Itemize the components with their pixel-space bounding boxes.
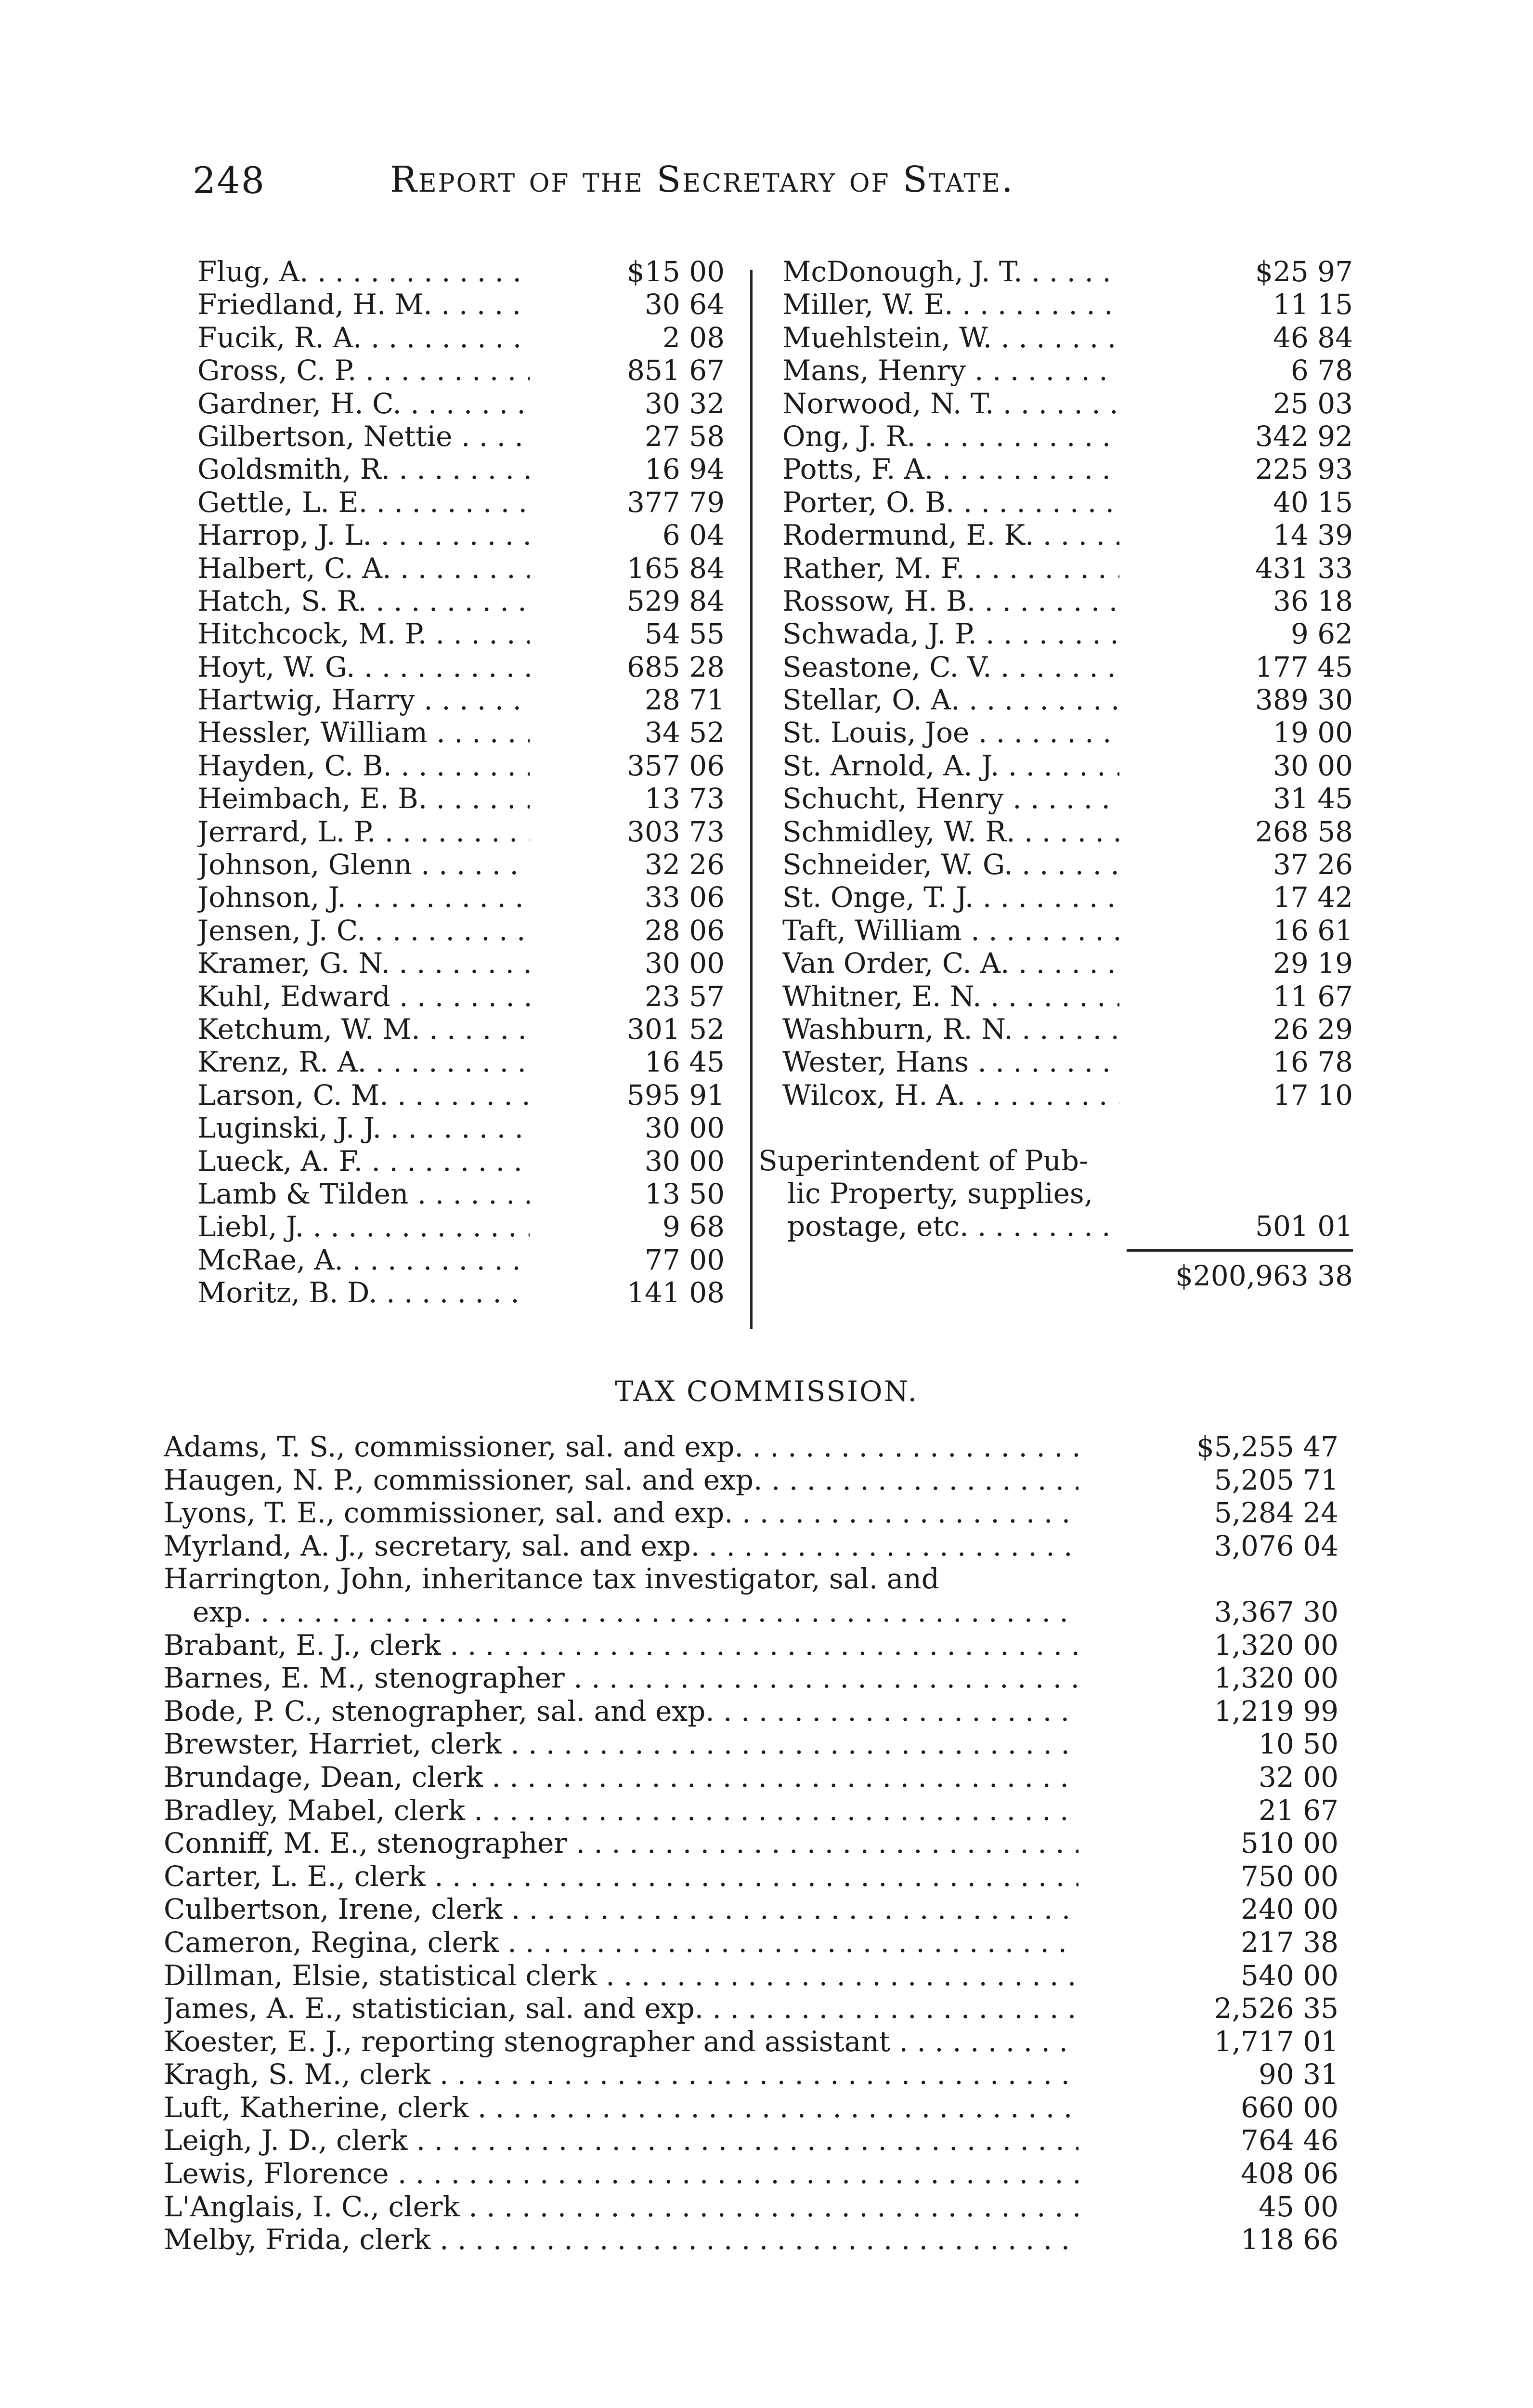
- list-item: [758, 881, 1353, 914]
- entry-amount: 225 93: [1250, 453, 1353, 485]
- entry-name: Culbertson, Irene, clerk . . .: [164, 1893, 1078, 1925]
- list-item: [164, 1562, 1338, 1596]
- entry-name: Norwood, N. T. . . .: [782, 387, 1119, 420]
- list-item: [197, 782, 741, 815]
- entry-name: Gettle, L. E. . . .: [197, 486, 530, 519]
- list-item: [758, 782, 1353, 815]
- entry-name: Hartwig, Harry . . .: [197, 683, 530, 716]
- list-item: [758, 980, 1353, 1013]
- entry-name: Ketchum, W. M. . . .: [197, 1013, 530, 1046]
- entry-amount: 408 06: [1236, 2157, 1338, 2190]
- entry-name: Wester, Hans . . .: [782, 1046, 1119, 1078]
- entry-name: Wilcox, H. A. . . .: [782, 1079, 1119, 1112]
- list-item: [758, 749, 1353, 782]
- entry-name: Lamb & Tilden . . .: [197, 1178, 530, 1210]
- entry-name: Luginski, J. J. . . .: [197, 1112, 530, 1144]
- entry-amount: 9 68: [658, 1210, 725, 1243]
- entry-name: Larson, C. M. . . .: [197, 1079, 530, 1112]
- page-number: 248: [193, 159, 266, 202]
- entry-name: Barnes, E. M., stenographer . . .: [164, 1662, 1078, 1694]
- entry-name: Bradley, Mabel, clerk . . .: [164, 1794, 1078, 1827]
- entry-amount: 17 42: [1268, 881, 1353, 914]
- list-item: [197, 848, 741, 881]
- entry-amount: 16 78: [1268, 1046, 1353, 1078]
- entry-name: Miller, W. E. . . .: [782, 288, 1119, 321]
- list-item: [758, 947, 1353, 980]
- entry-name: Taft, William . . .: [782, 914, 1119, 947]
- list-item: [164, 1464, 1338, 1497]
- list-item: [758, 288, 1353, 321]
- entry-name: McDonough, J. T. . . .: [782, 255, 1119, 288]
- entry-amount: 77 00: [640, 1243, 725, 1276]
- list-item: [197, 420, 741, 453]
- entry-amount: 6 04: [658, 519, 725, 551]
- list-item: [758, 651, 1353, 683]
- superintendent-amount: 501 01: [1250, 1210, 1353, 1243]
- entry-amount: 17 10: [1268, 1079, 1353, 1112]
- list-item: [197, 914, 741, 947]
- entry-amount: 177 45: [1250, 651, 1353, 683]
- entry-amount: 30 00: [640, 1112, 725, 1144]
- list-item: [164, 1992, 1338, 2025]
- entry-amount: 16 94: [640, 453, 725, 485]
- list-item: [758, 321, 1353, 354]
- list-item: [197, 881, 741, 914]
- entry-amount: 5,205 71: [1209, 1464, 1338, 1496]
- list-item: [164, 1727, 1338, 1761]
- list-item: [197, 585, 741, 617]
- list-item: [164, 1496, 1338, 1530]
- entry-name: Kuhl, Edward . . .: [197, 980, 530, 1013]
- list-item: [758, 716, 1353, 749]
- entry-name: St. Louis, Joe . . .: [782, 716, 1119, 749]
- list-item: [197, 1210, 741, 1243]
- entry-amount: 685 28: [622, 651, 725, 683]
- list-item: [758, 914, 1353, 947]
- entry-name: James, A. E., statistician, sal. and exp. . . .: [164, 1992, 1078, 2025]
- list-item: [197, 1243, 741, 1276]
- entry-amount: 303 73: [622, 815, 725, 848]
- list-item: [197, 1276, 741, 1309]
- entry-amount: 30 00: [640, 947, 725, 980]
- entry-name: Luft, Katherine, clerk . . .: [164, 2091, 1078, 2124]
- list-item: [164, 1430, 1338, 1464]
- two-column-listing: [197, 255, 1353, 1334]
- entry-amount: 240 00: [1236, 1893, 1338, 1925]
- list-item: [197, 1145, 741, 1178]
- list-item: [197, 255, 741, 288]
- list-item: [197, 321, 741, 354]
- right-column-rows: [758, 255, 1353, 1112]
- list-item: [197, 815, 741, 848]
- entry-amount: 90 31: [1254, 2058, 1338, 2091]
- entry-name: Hessler, William . . .: [197, 716, 530, 749]
- entry-name: Hitchcock, M. P. . . .: [197, 617, 530, 650]
- entry-amount: 46 84: [1268, 321, 1353, 354]
- entry-amount: 431 33: [1250, 552, 1353, 585]
- column-divider: [750, 270, 753, 1329]
- entry-amount: 36 18: [1268, 585, 1353, 617]
- entry-name: Schmidley, W. R. . . .: [782, 815, 1119, 848]
- entry-name: Van Order, C. A. . . .: [782, 947, 1119, 980]
- entry-amount: 2,526 35: [1209, 1992, 1338, 2025]
- entry-name: Schneider, W. G. . . .: [782, 848, 1119, 881]
- entry-name: St. Arnold, A. J. . . .: [782, 749, 1119, 782]
- entry-amount: 118 66: [1236, 2223, 1338, 2256]
- entry-name: Brewster, Harriet, clerk . . .: [164, 1727, 1078, 1760]
- entry-amount: 342 92: [1250, 420, 1353, 453]
- entry-amount: 11 67: [1268, 980, 1353, 1013]
- list-item: [197, 354, 741, 387]
- entry-name: Friedland, H. M. . . .: [197, 288, 530, 321]
- entry-name: Krenz, R. A. . . .: [197, 1046, 530, 1078]
- list-item: [758, 255, 1353, 288]
- entry-amount: 268 58: [1250, 815, 1353, 848]
- entry-name: Carter, L. E., clerk . . .: [164, 1860, 1078, 1893]
- entry-amount: 34 52: [640, 716, 725, 749]
- entry-amount: 389 30: [1250, 683, 1353, 716]
- entry-amount: 3,076 04: [1209, 1530, 1338, 1562]
- entry-amount: 13 73: [640, 782, 725, 815]
- entry-name: Bode, P. C., stenographer, sal. and exp. . . .: [164, 1695, 1078, 1727]
- list-item: [197, 947, 741, 980]
- entry-amount: 764 46: [1236, 2124, 1338, 2157]
- list-item: [197, 749, 741, 782]
- list-item: [164, 1629, 1338, 1662]
- entry-amount: $5,255 47: [1192, 1430, 1338, 1463]
- entry-name: Flug, A. . . .: [197, 255, 530, 288]
- entry-name: Jensen, J. C. . . .: [197, 914, 530, 947]
- entry-amount: 29 19: [1268, 947, 1353, 980]
- entry-name: Gross, C. P. . . .: [197, 354, 530, 387]
- list-item: [197, 716, 741, 749]
- entry-amount: 6 78: [1286, 354, 1353, 387]
- entry-amount: 14 39: [1268, 519, 1353, 551]
- entry-amount: 37 26: [1268, 848, 1353, 881]
- entry-amount: 13 50: [640, 1178, 725, 1210]
- list-item: [164, 1695, 1338, 1728]
- right-column: [758, 255, 1353, 1295]
- list-item: [164, 2223, 1338, 2256]
- entry-name: Brundage, Dean, clerk . . .: [164, 1761, 1078, 1793]
- entry-amount: 32 00: [1254, 1761, 1338, 1793]
- entry-amount: 750 00: [1236, 1860, 1338, 1893]
- list-item: [164, 2124, 1338, 2157]
- entry-amount: 33 06: [640, 881, 725, 914]
- entry-name: Rodermund, E. K. . . .: [782, 519, 1119, 551]
- list-item: [758, 848, 1353, 881]
- entry-amount: 16 45: [640, 1046, 725, 1078]
- entry-name: Koester, E. J., reporting stenographer and assistant . . .: [164, 2025, 1078, 2058]
- entry-amount: 28 06: [640, 914, 725, 947]
- entry-name: Ong, J. R. . . .: [782, 420, 1119, 453]
- entry-amount: 40 15: [1268, 486, 1353, 519]
- list-item: [758, 552, 1353, 585]
- list-item: [164, 1959, 1338, 1992]
- list-item: [197, 288, 741, 321]
- entry-amount: 10 50: [1254, 1727, 1338, 1760]
- entry-amount: 540 00: [1236, 1959, 1338, 1992]
- list-item: [197, 651, 741, 683]
- entry-name: Potts, F. A. . . .: [782, 453, 1119, 485]
- list-item: [758, 519, 1353, 551]
- list-item: [758, 354, 1353, 387]
- running-title: Report of the Secretary of State.: [390, 159, 1014, 200]
- entry-name: St. Onge, T. J. . . .: [782, 881, 1119, 914]
- page-header: [193, 159, 1348, 212]
- entry-name: Rather, M. F. . . .: [782, 552, 1119, 585]
- list-item: [164, 1893, 1338, 1926]
- entry-amount: 851 67: [622, 354, 725, 387]
- entry-amount: 660 00: [1236, 2091, 1338, 2124]
- entry-name: Jerrard, L. P. . . .: [197, 815, 530, 848]
- entry-amount: 2 08: [658, 321, 725, 354]
- list-item: [164, 1596, 1338, 1629]
- entry-name: Myrland, A. J., secretary, sal. and exp. . . .: [164, 1530, 1078, 1562]
- list-item: [758, 1046, 1353, 1078]
- entry-amount: 5,284 24: [1209, 1496, 1338, 1529]
- superintendent-entry: [758, 1144, 1353, 1243]
- entry-amount: 3,367 30: [1209, 1596, 1338, 1628]
- list-item: [758, 585, 1353, 617]
- superintendent-line-3: [758, 1210, 1353, 1243]
- entry-amount: 25 03: [1268, 387, 1353, 420]
- superintendent-line-3-text: postage, etc. . . .: [787, 1210, 1115, 1243]
- entry-name: L'Anglais, I. C., clerk . . .: [164, 2190, 1078, 2223]
- entry-name: Stellar, O. A. . . .: [782, 683, 1119, 716]
- entry-name: Lueck, A. F. . . .: [197, 1145, 530, 1178]
- entry-amount: 217 38: [1236, 1926, 1338, 1959]
- entry-amount: 510 00: [1236, 1827, 1338, 1859]
- list-item: [197, 1178, 741, 1210]
- entry-name: Hayden, C. B. . . .: [197, 749, 530, 782]
- entry-amount: 45 00: [1254, 2190, 1338, 2223]
- entry-name: Lewis, Florence . . .: [164, 2157, 1078, 2190]
- entry-name: Lyons, T. E., commissioner, sal. and exp. . . .: [164, 1496, 1078, 1529]
- entry-name: Schucht, Henry . . .: [782, 782, 1119, 815]
- entry-amount: 1,717 01: [1209, 2025, 1338, 2058]
- entry-name: Fucik, R. A. . . .: [197, 321, 530, 354]
- list-item: [164, 1827, 1338, 1860]
- list-item: [758, 815, 1353, 848]
- entry-name: Johnson, Glenn . . .: [197, 848, 530, 881]
- entry-name: Goldsmith, R. . . .: [197, 453, 530, 485]
- list-item: [164, 1761, 1338, 1794]
- list-item: [197, 486, 741, 519]
- entry-amount: 30 00: [640, 1145, 725, 1178]
- list-item: [758, 1079, 1353, 1112]
- list-item: [758, 387, 1353, 420]
- entry-amount: 1,320 00: [1209, 1662, 1338, 1694]
- list-item: [164, 2091, 1338, 2124]
- entry-name: Rossow, H. B. . . .: [782, 585, 1119, 617]
- entry-amount: 54 55: [640, 617, 725, 650]
- entry-amount: 9 62: [1286, 617, 1353, 650]
- entry-amount: 529 84: [622, 585, 725, 617]
- entry-amount: 30 00: [1268, 749, 1353, 782]
- list-item: [197, 453, 741, 485]
- list-item: [164, 1794, 1338, 1827]
- entry-name: Heimbach, E. B. . . .: [197, 782, 530, 815]
- entry-name: Cameron, Regina, clerk . . .: [164, 1926, 1078, 1959]
- entry-name: exp. . . .: [164, 1596, 1078, 1628]
- entry-name: Harrington, John, inheritance tax investigator, sal. and: [164, 1562, 939, 1596]
- entry-amount: 27 58: [640, 420, 725, 453]
- entry-name: Liebl, J. . . .: [197, 1210, 530, 1243]
- list-item: [197, 1079, 741, 1112]
- entry-name: Hoyt, W. G. . . .: [197, 651, 530, 683]
- list-item: [197, 617, 741, 650]
- list-item: [197, 1046, 741, 1078]
- entry-amount: 377 79: [622, 486, 725, 519]
- entry-amount: 31 45: [1268, 782, 1353, 815]
- entry-name: Kramer, G. N. . . .: [197, 947, 530, 980]
- list-item: [758, 453, 1353, 485]
- entry-amount: $15 00: [622, 255, 725, 288]
- entry-name: Haugen, N. P., commissioner, sal. and exp. . . .: [164, 1464, 1078, 1496]
- entry-name: Halbert, C. A. . . .: [197, 552, 530, 585]
- entry-name: Melby, Frida, clerk . . .: [164, 2223, 1078, 2256]
- entry-amount: 1,320 00: [1209, 1629, 1338, 1662]
- list-item: [197, 683, 741, 716]
- entry-name: Seastone, C. V. . . .: [782, 651, 1119, 683]
- list-item: [197, 519, 741, 551]
- entry-name: Leigh, J. D., clerk . . .: [164, 2124, 1078, 2157]
- entry-name: Johnson, J. . . .: [197, 881, 530, 914]
- entry-amount: 32 26: [640, 848, 725, 881]
- entry-name: Kragh, S. M., clerk . . .: [164, 2058, 1078, 2091]
- entry-name: Gilbertson, Nettie . . .: [197, 420, 530, 453]
- entry-amount: 26 29: [1268, 1013, 1353, 1046]
- entry-name: Porter, O. B. . . .: [782, 486, 1119, 519]
- left-column: [197, 255, 741, 1309]
- total-rule: [1127, 1249, 1353, 1252]
- list-item: [758, 1013, 1353, 1046]
- list-item: [164, 2025, 1338, 2058]
- list-item: [758, 683, 1353, 716]
- entry-amount: 1,219 99: [1209, 1695, 1338, 1727]
- entry-amount: 16 61: [1268, 914, 1353, 947]
- entry-amount: 28 71: [640, 683, 725, 716]
- entry-name: Whitner, E. N. . . .: [782, 980, 1119, 1013]
- list-item: [758, 486, 1353, 519]
- list-item: [164, 1662, 1338, 1695]
- list-item: [164, 1926, 1338, 1959]
- list-item: [197, 980, 741, 1013]
- entry-amount: $25 97: [1250, 255, 1353, 288]
- list-item: [164, 1860, 1338, 1893]
- list-item: [197, 1013, 741, 1046]
- list-item: [197, 387, 741, 420]
- entry-amount: 357 06: [622, 749, 725, 782]
- grand-total: $200,963 38: [1175, 1259, 1353, 1293]
- entry-amount: 141 08: [622, 1276, 725, 1309]
- superintendent-line-2: lic Property, supplies,: [787, 1177, 1093, 1210]
- entry-name: Moritz, B. D. . . .: [197, 1276, 530, 1309]
- entry-amount: 19 00: [1268, 716, 1353, 749]
- entry-amount: 21 67: [1254, 1794, 1338, 1827]
- entry-amount: 301 52: [622, 1013, 725, 1046]
- list-item: [197, 1112, 741, 1144]
- entry-name: Schwada, J. P. . . .: [782, 617, 1119, 650]
- entry-amount: 595 91: [622, 1079, 725, 1112]
- tax-commission-listing: [164, 1430, 1338, 2256]
- list-item: [197, 552, 741, 585]
- entry-name: Conniff, M. E., stenographer . . .: [164, 1827, 1078, 1859]
- list-item: [758, 420, 1353, 453]
- entry-name: Mans, Henry . . .: [782, 354, 1119, 387]
- list-item: [164, 2058, 1338, 2091]
- entry-name: Harrop, J. L. . . .: [197, 519, 530, 551]
- entry-amount: 165 84: [622, 552, 725, 585]
- entry-amount: 30 64: [640, 288, 725, 321]
- list-item: [164, 1530, 1338, 1563]
- list-item: [164, 2157, 1338, 2190]
- entry-name: Brabant, E. J., clerk . . .: [164, 1629, 1078, 1662]
- entry-amount: 30 32: [640, 387, 725, 420]
- entry-name: Adams, T. S., commissioner, sal. and exp. . . .: [164, 1430, 1078, 1463]
- entry-amount: 23 57: [640, 980, 725, 1013]
- entry-name: Gardner, H. C. . . .: [197, 387, 530, 420]
- entry-amount: 11 15: [1268, 288, 1353, 321]
- entry-name: McRae, A. . . .: [197, 1243, 530, 1276]
- list-item: [164, 2190, 1338, 2224]
- entry-name: Dillman, Elsie, statistical clerk . . .: [164, 1959, 1078, 1992]
- entry-name: Washburn, R. N. . . .: [782, 1013, 1119, 1046]
- section-title-tax-commission: TAX COMMISSION.: [614, 1375, 919, 1408]
- entry-name: Hatch, S. R. . . .: [197, 585, 530, 617]
- superintendent-line-1: Superintendent of Pub-: [758, 1144, 1089, 1178]
- list-item: [758, 617, 1353, 650]
- entry-name: Muehlstein, W. . . .: [782, 321, 1119, 354]
